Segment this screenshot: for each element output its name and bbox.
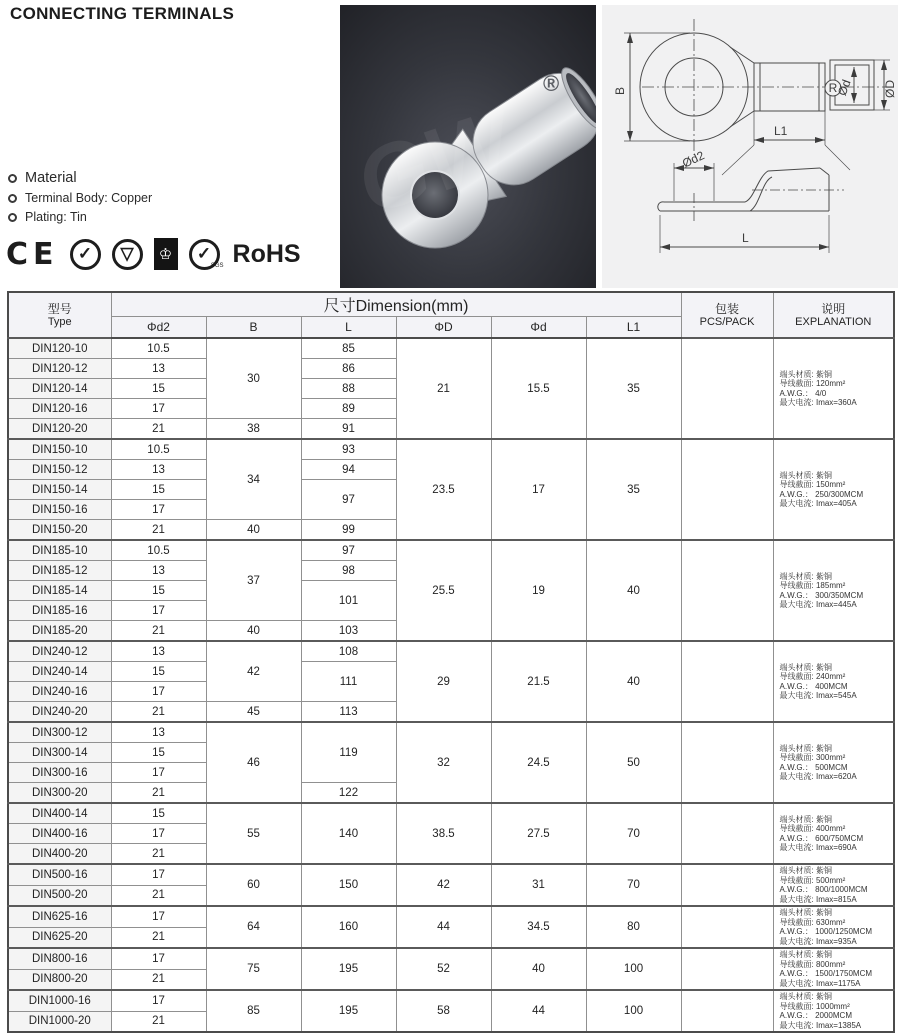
explanation-line: 最大电流: Imax=620A bbox=[779, 772, 857, 781]
explanation-line: 最大电流: Imax=935A bbox=[779, 936, 857, 946]
type-cell: DIN300-20 bbox=[8, 783, 111, 804]
type-cell: DIN150-10 bbox=[8, 439, 111, 460]
explanation-line: 导线截面: 800mm² bbox=[779, 959, 846, 969]
type-cell: DIN240-16 bbox=[8, 682, 111, 702]
explanation-line: 端头材质: 紫铜 bbox=[779, 662, 832, 672]
l1-cell: 35 bbox=[586, 338, 681, 439]
svg-text:GW: GW bbox=[345, 91, 524, 235]
phid-cell: 34.5 bbox=[491, 906, 586, 948]
b-cell: 45 bbox=[206, 702, 301, 723]
table-row bbox=[8, 948, 894, 969]
explanation-line: 导线截面: 300mm² bbox=[779, 753, 846, 762]
type-cell: DIN120-12 bbox=[8, 359, 111, 379]
dim-label-phiD: ØD bbox=[883, 80, 897, 98]
type-cell: DIN500-16 bbox=[8, 864, 111, 885]
pack-cell bbox=[681, 948, 773, 990]
pack-cell bbox=[681, 864, 773, 906]
explanation-line: 最大电流: Imax=1175A bbox=[779, 978, 861, 988]
phid2-cell: 21 bbox=[111, 969, 206, 990]
material-item-body: Terminal Body: Copper bbox=[8, 191, 152, 205]
explanation-line: 最大电流: Imax=815A bbox=[779, 894, 857, 904]
b-cell: 55 bbox=[206, 803, 301, 864]
explanation-line: 端头材质: 紫铜 bbox=[779, 743, 832, 753]
l-cell: 91 bbox=[301, 419, 396, 440]
l-cell: 101 bbox=[301, 581, 396, 621]
phid2-cell: 21 bbox=[111, 783, 206, 804]
phid2-cell: 17 bbox=[111, 824, 206, 844]
phid2-cell: 15 bbox=[111, 581, 206, 601]
type-cell: DIN400-14 bbox=[8, 803, 111, 824]
explanation-line: 最大电流: Imax=1385A bbox=[779, 1020, 862, 1030]
b-cell: 34 bbox=[206, 439, 301, 520]
l-cell: 89 bbox=[301, 399, 396, 419]
l1-cell: 35 bbox=[586, 439, 681, 540]
b-cell: 30 bbox=[206, 338, 301, 419]
explanation-cell bbox=[773, 864, 894, 906]
type-cell: DIN120-16 bbox=[8, 399, 111, 419]
phiD-cell: 21 bbox=[396, 338, 491, 439]
dim-label-L: L bbox=[742, 231, 749, 245]
phid-cell: 44 bbox=[491, 990, 586, 1032]
l-cell: 86 bbox=[301, 359, 396, 379]
explanation-cell bbox=[773, 722, 894, 803]
l-cell: 108 bbox=[301, 641, 396, 662]
phid2-cell: 13 bbox=[111, 722, 206, 743]
explanation-cell bbox=[773, 906, 894, 948]
b-cell: 42 bbox=[206, 641, 301, 702]
rohs-label: RoHS bbox=[232, 239, 301, 268]
explanation-line: 导线截面: 500mm² bbox=[779, 875, 846, 885]
phiD-cell: 58 bbox=[396, 990, 491, 1032]
phid2-cell: 13 bbox=[111, 641, 206, 662]
l1-cell: 40 bbox=[586, 540, 681, 641]
pack-cell bbox=[681, 990, 773, 1032]
product-photo bbox=[340, 5, 596, 288]
l1-cell: 70 bbox=[586, 803, 681, 864]
type-cell: DIN625-16 bbox=[8, 906, 111, 927]
type-cell: DIN185-10 bbox=[8, 540, 111, 561]
l1-cell: 100 bbox=[586, 948, 681, 990]
type-cell: DIN500-20 bbox=[8, 885, 111, 906]
table-row bbox=[8, 803, 894, 824]
l1-cell: 40 bbox=[586, 641, 681, 722]
explanation-cell bbox=[773, 439, 894, 540]
registered-mark: ® bbox=[543, 71, 560, 96]
b-cell: 64 bbox=[206, 906, 301, 948]
phid2-cell: 21 bbox=[111, 885, 206, 906]
cert-v-badge-icon: ▽ bbox=[112, 239, 143, 270]
explanation-cell bbox=[773, 338, 894, 439]
l-cell: 122 bbox=[301, 783, 396, 804]
explanation-line: 端头材质: 紫铜 bbox=[779, 369, 832, 379]
explanation-line: 导线截面: 400mm² bbox=[779, 824, 846, 833]
pack-cell bbox=[681, 906, 773, 948]
table-row bbox=[8, 439, 894, 460]
phid2-cell: 17 bbox=[111, 399, 206, 419]
table-row bbox=[8, 906, 894, 927]
phid2-cell: 10.5 bbox=[111, 540, 206, 561]
pack-cell bbox=[681, 338, 773, 439]
l-cell: 195 bbox=[301, 990, 396, 1032]
type-cell: DIN1000-16 bbox=[8, 990, 111, 1011]
bullet-icon bbox=[8, 174, 17, 183]
pack-cell bbox=[681, 439, 773, 540]
phiD-cell: 25.5 bbox=[396, 540, 491, 641]
phiD-cell: 44 bbox=[396, 906, 491, 948]
phid2-cell: 21 bbox=[111, 927, 206, 948]
type-cell: DIN300-12 bbox=[8, 722, 111, 743]
type-cell: DIN150-16 bbox=[8, 500, 111, 520]
l-cell: 195 bbox=[301, 948, 396, 990]
explanation-line: 端头材质: 紫铜 bbox=[779, 908, 832, 917]
phid2-cell: 13 bbox=[111, 460, 206, 480]
b-cell: 40 bbox=[206, 520, 301, 541]
phid2-cell: 10.5 bbox=[111, 439, 206, 460]
explanation-line: A.W.G.： 1000/1250MCM bbox=[779, 927, 873, 936]
phiD-cell: 42 bbox=[396, 864, 491, 906]
pack-cell bbox=[681, 722, 773, 803]
table-row bbox=[8, 338, 894, 359]
explanation-line: A.W.G.： 300/350MCM bbox=[779, 590, 864, 600]
sgs-badge-icon: ✓ SGS bbox=[189, 239, 220, 270]
type-cell: DIN185-20 bbox=[8, 621, 111, 642]
l-cell: 103 bbox=[301, 621, 396, 642]
cert-crown-badge-icon: ♔ bbox=[154, 238, 178, 270]
col-header-phiD: ΦD bbox=[396, 317, 491, 339]
phid2-cell: 17 bbox=[111, 601, 206, 621]
b-cell: 85 bbox=[206, 990, 301, 1032]
explanation-line: A.W.G.： 500MCM bbox=[779, 762, 848, 772]
b-cell: 75 bbox=[206, 948, 301, 990]
col-header-phid2: Φd2 bbox=[111, 317, 206, 339]
explanation-line: 导线截面: 185mm² bbox=[779, 581, 846, 590]
type-cell: DIN400-16 bbox=[8, 824, 111, 844]
explanation-cell bbox=[773, 948, 894, 990]
phid2-cell: 10.5 bbox=[111, 338, 206, 359]
l-cell: 94 bbox=[301, 460, 396, 480]
phid2-cell: 21 bbox=[111, 1011, 206, 1032]
spec-table bbox=[7, 291, 895, 1033]
phid2-cell: 13 bbox=[111, 561, 206, 581]
type-cell: DIN300-14 bbox=[8, 743, 111, 763]
phid2-cell: 15 bbox=[111, 480, 206, 500]
page-title: CONNECTING TERMINALS bbox=[10, 4, 235, 23]
phid2-cell: 17 bbox=[111, 948, 206, 969]
explanation-cell bbox=[773, 803, 894, 864]
col-header-dimension: 尺寸Dimension(mm) bbox=[111, 292, 681, 317]
l-cell: 98 bbox=[301, 561, 396, 581]
phid2-cell: 17 bbox=[111, 763, 206, 783]
table-row bbox=[8, 864, 894, 885]
type-cell: DIN240-14 bbox=[8, 662, 111, 682]
type-cell: DIN800-20 bbox=[8, 969, 111, 990]
type-cell: DIN185-16 bbox=[8, 601, 111, 621]
pack-cell bbox=[681, 540, 773, 641]
phid2-cell: 17 bbox=[111, 906, 206, 927]
phid2-cell: 17 bbox=[111, 500, 206, 520]
l-cell: 97 bbox=[301, 540, 396, 561]
explanation-line: A.W.G.： 4/0 bbox=[779, 388, 827, 398]
explanation-cell bbox=[773, 641, 894, 722]
explanation-cell bbox=[773, 990, 894, 1032]
cert-check-badge-icon: ✓ bbox=[70, 239, 101, 270]
explanation-line: 端头材质: 紫铜 bbox=[779, 992, 832, 1001]
phiD-cell: 52 bbox=[396, 948, 491, 990]
col-header-phid: Φd bbox=[491, 317, 586, 339]
phid2-cell: 15 bbox=[111, 743, 206, 763]
phiD-cell: 32 bbox=[396, 722, 491, 803]
pack-cell bbox=[681, 803, 773, 864]
phid2-cell: 15 bbox=[111, 803, 206, 824]
phid-cell: 17 bbox=[491, 439, 586, 540]
type-cell: DIN185-14 bbox=[8, 581, 111, 601]
type-cell: DIN240-12 bbox=[8, 641, 111, 662]
l-cell: 119 bbox=[301, 722, 396, 783]
l-cell: 111 bbox=[301, 662, 396, 702]
table-row bbox=[8, 641, 894, 662]
type-cell: DIN185-12 bbox=[8, 561, 111, 581]
explanation-line: 最大电流: Imax=545A bbox=[779, 691, 857, 700]
dim-label-B: B bbox=[613, 86, 627, 96]
bullet-icon bbox=[8, 213, 17, 222]
explanation-line: 导线截面: 120mm² bbox=[779, 379, 846, 388]
dimension-diagram bbox=[602, 5, 898, 288]
explanation-line: A.W.G.： 2000MCM bbox=[779, 1011, 852, 1020]
col-header-explanation: 说明 EXPLANATION bbox=[773, 292, 894, 338]
type-cell: DIN150-12 bbox=[8, 460, 111, 480]
phid2-cell: 15 bbox=[111, 379, 206, 399]
table-row bbox=[8, 990, 894, 1011]
col-header-l1: L1 bbox=[586, 317, 681, 339]
certification-row bbox=[6, 233, 301, 275]
col-header-l: L bbox=[301, 317, 396, 339]
type-cell: DIN800-16 bbox=[8, 948, 111, 969]
l1-cell: 100 bbox=[586, 990, 681, 1032]
explanation-line: 导线截面: 630mm² bbox=[779, 917, 846, 927]
type-cell: DIN1000-20 bbox=[8, 1011, 111, 1032]
l-cell: 140 bbox=[301, 803, 396, 864]
phiD-cell: 29 bbox=[396, 641, 491, 722]
material-item-plating: Plating: Tin bbox=[8, 210, 152, 224]
l-cell: 99 bbox=[301, 520, 396, 541]
type-cell: DIN120-14 bbox=[8, 379, 111, 399]
l1-cell: 70 bbox=[586, 864, 681, 906]
explanation-line: 端头材质: 紫铜 bbox=[779, 571, 832, 581]
explanation-line: 导线截面: 240mm² bbox=[779, 672, 846, 681]
phiD-cell: 38.5 bbox=[396, 803, 491, 864]
explanation-cell bbox=[773, 540, 894, 641]
phid2-cell: 17 bbox=[111, 990, 206, 1011]
explanation-line: 最大电流: Imax=405A bbox=[779, 499, 857, 508]
explanation-line: 导线截面: 150mm² bbox=[779, 480, 846, 489]
explanation-line: A.W.G.： 800/1000MCM bbox=[779, 885, 868, 894]
bullet-icon bbox=[8, 194, 17, 203]
l1-cell: 50 bbox=[586, 722, 681, 803]
dim-label-L1: L1 bbox=[774, 124, 788, 138]
explanation-line: 最大电流: Imax=360A bbox=[779, 398, 857, 407]
explanation-line: 端头材质: 紫铜 bbox=[779, 950, 832, 959]
phid2-cell: 15 bbox=[111, 662, 206, 682]
b-cell: 60 bbox=[206, 864, 301, 906]
type-cell: DIN240-20 bbox=[8, 702, 111, 723]
b-cell: 38 bbox=[206, 419, 301, 440]
b-cell: 37 bbox=[206, 540, 301, 621]
dimension-drawing-svg bbox=[602, 5, 898, 288]
explanation-line: A.W.G.： 400MCM bbox=[779, 681, 848, 691]
phid-cell: 24.5 bbox=[491, 722, 586, 803]
phid2-cell: 21 bbox=[111, 844, 206, 865]
explanation-line: 最大电流: Imax=445A bbox=[779, 600, 857, 609]
b-cell: 46 bbox=[206, 722, 301, 803]
dim-label-phid: Ød bbox=[834, 77, 854, 98]
phid-cell: 15.5 bbox=[491, 338, 586, 439]
type-cell: DIN150-14 bbox=[8, 480, 111, 500]
explanation-line: 端头材质: 紫铜 bbox=[779, 470, 832, 480]
phid-cell: 31 bbox=[491, 864, 586, 906]
phid-cell: 27.5 bbox=[491, 803, 586, 864]
l-cell: 113 bbox=[301, 702, 396, 723]
type-cell: DIN150-20 bbox=[8, 520, 111, 541]
type-cell: DIN400-20 bbox=[8, 844, 111, 865]
l1-cell: 80 bbox=[586, 906, 681, 948]
explanation-line: A.W.G.： 250/300MCM bbox=[779, 489, 864, 499]
phid2-cell: 21 bbox=[111, 520, 206, 541]
explanation-line: A.W.G.： 600/750MCM bbox=[779, 833, 864, 843]
explanation-line: 最大电流: Imax=690A bbox=[779, 843, 857, 852]
col-header-b: B bbox=[206, 317, 301, 339]
dim-label-R: R bbox=[828, 81, 838, 95]
phid2-cell: 21 bbox=[111, 419, 206, 440]
ce-mark-icon: CE bbox=[6, 236, 59, 272]
phiD-cell: 23.5 bbox=[396, 439, 491, 540]
type-cell: DIN625-20 bbox=[8, 927, 111, 948]
phid-cell: 19 bbox=[491, 540, 586, 641]
explanation-line: 导线截面: 1000mm² bbox=[779, 1001, 850, 1011]
b-cell: 40 bbox=[206, 621, 301, 642]
type-cell: DIN300-16 bbox=[8, 763, 111, 783]
explanation-line: 端头材质: 紫铜 bbox=[779, 866, 832, 875]
l-cell: 93 bbox=[301, 439, 396, 460]
phid-cell: 40 bbox=[491, 948, 586, 990]
type-cell: DIN120-10 bbox=[8, 338, 111, 359]
phid-cell: 21.5 bbox=[491, 641, 586, 722]
col-header-type: 型号 Type bbox=[8, 292, 111, 338]
table-row bbox=[8, 722, 894, 743]
dim-label-phid2: Ød2 bbox=[680, 148, 707, 171]
col-header-pack: 包装 PCS/PACK bbox=[681, 292, 773, 338]
type-cell: DIN120-20 bbox=[8, 419, 111, 440]
phid2-cell: 17 bbox=[111, 864, 206, 885]
material-section bbox=[8, 170, 152, 229]
explanation-line: A.W.G.： 1500/1750MCM bbox=[779, 969, 873, 978]
terminal-lug-illustration bbox=[340, 5, 596, 288]
phid2-cell: 21 bbox=[111, 621, 206, 642]
l-cell: 88 bbox=[301, 379, 396, 399]
l-cell: 85 bbox=[301, 338, 396, 359]
explanation-line: 端头材质: 紫铜 bbox=[779, 814, 832, 824]
phid2-cell: 21 bbox=[111, 702, 206, 723]
l-cell: 160 bbox=[301, 906, 396, 948]
phid2-cell: 13 bbox=[111, 359, 206, 379]
l-cell: 150 bbox=[301, 864, 396, 906]
table-row bbox=[8, 540, 894, 561]
l-cell: 97 bbox=[301, 480, 396, 520]
material-heading: Material bbox=[8, 170, 152, 186]
phid2-cell: 17 bbox=[111, 682, 206, 702]
pack-cell bbox=[681, 641, 773, 722]
